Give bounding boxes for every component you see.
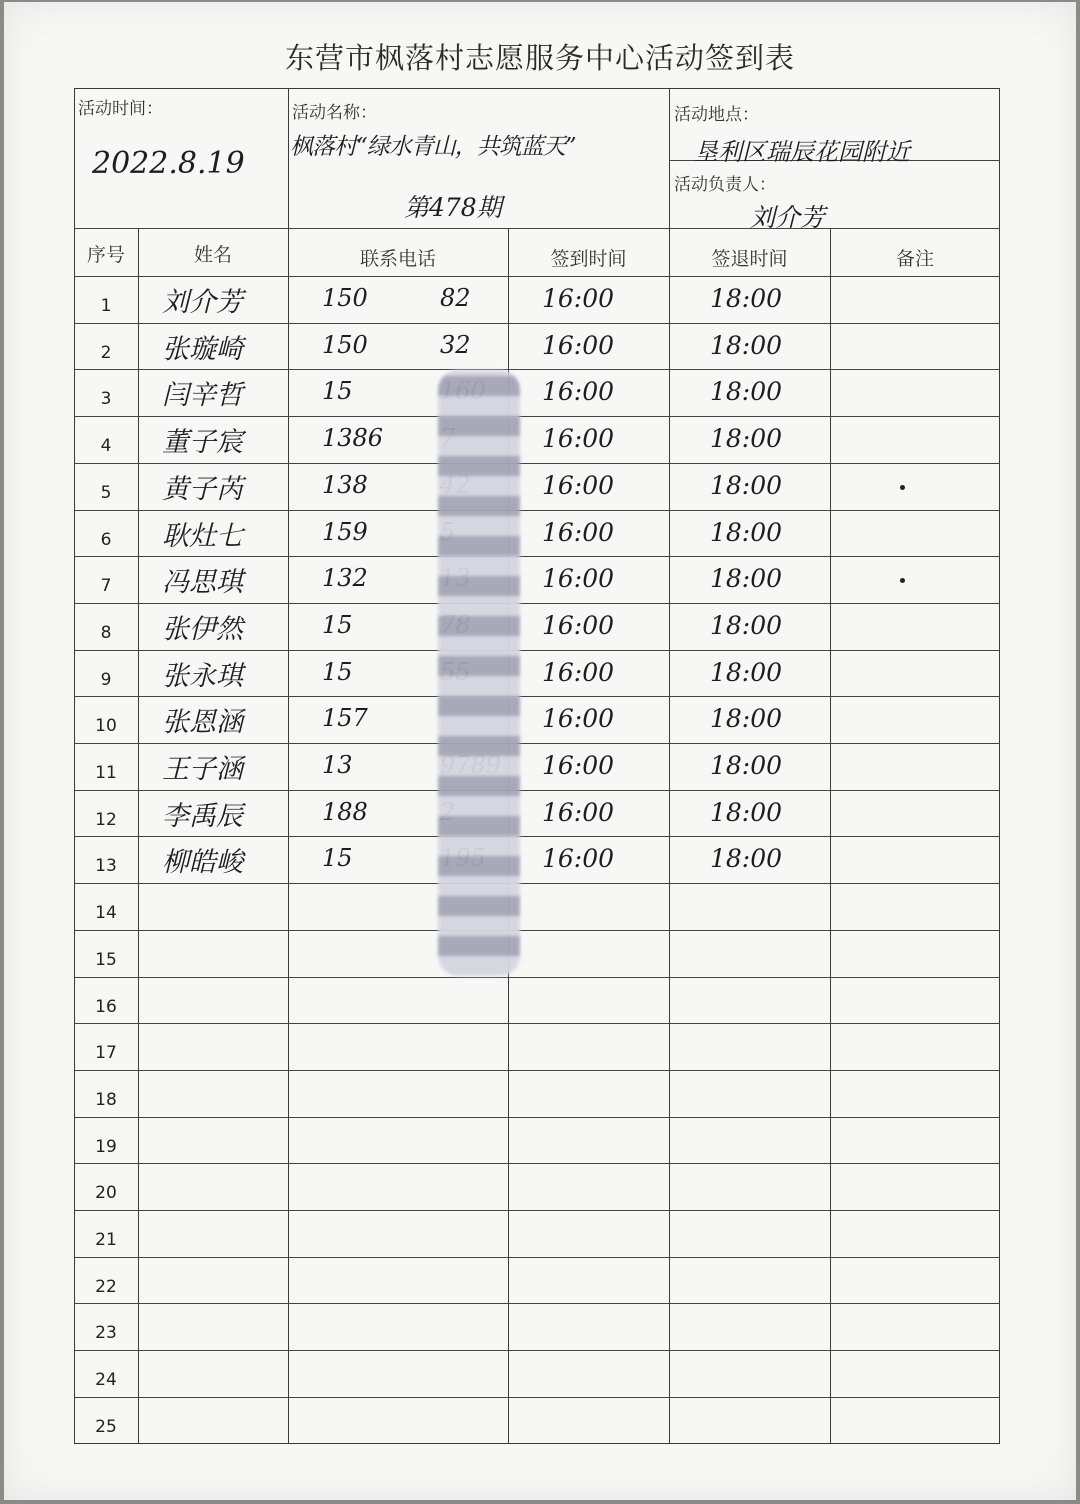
row-checkin-time: 16:00	[542, 517, 615, 547]
row-name: 冯思琪	[162, 567, 243, 599]
row-line	[74, 977, 1000, 978]
row-number: 13	[95, 856, 117, 877]
place-label: 活动地点：	[674, 105, 759, 125]
col-header-checkin: 签到时间	[550, 248, 627, 270]
row-number: 4	[100, 436, 112, 457]
row-line	[74, 650, 1000, 651]
row-phone-start: 188	[322, 797, 368, 826]
row-name: 张璇崎	[162, 333, 243, 365]
row-checkin-time: 16:00	[542, 751, 615, 780]
paper-sheet	[4, 2, 1076, 1500]
row-phone-start: 132	[322, 564, 368, 593]
row-checkout-time: 18:00	[710, 284, 783, 313]
row-name: 李禹辰	[162, 800, 243, 832]
row-line	[74, 323, 1000, 324]
row-checkout-time: 18:00	[710, 844, 783, 874]
page-title: 东营市枫落村志愿服务中心活动签到表	[284, 41, 795, 75]
row-phone-start: 1386	[322, 424, 384, 453]
row-checkin-time: 16:00	[542, 330, 615, 360]
col-header-name: 姓名	[193, 244, 232, 266]
row-name: 董子宸	[162, 427, 243, 459]
row-name: 柳皓峻	[162, 847, 243, 879]
row-line	[74, 930, 1000, 931]
row-line	[74, 883, 1000, 884]
row-number: 8	[100, 622, 112, 643]
row-checkout-time: 18:00	[710, 564, 783, 594]
col-header-phone: 联系电话	[359, 248, 436, 270]
row-phone-end: 32	[440, 330, 471, 359]
row-line	[74, 1210, 1000, 1211]
row-line	[74, 790, 1000, 791]
row-name: 闫辛哲	[162, 380, 243, 412]
row-name: 张恩涵	[162, 707, 243, 739]
row-line	[74, 1350, 1000, 1351]
row-number: 12	[95, 809, 117, 830]
row-name: 张伊然	[162, 613, 243, 645]
row-number: 15	[95, 949, 117, 970]
row-checkout-time: 18:00	[710, 470, 783, 500]
header-top-line	[74, 228, 1000, 229]
row-number: 23	[95, 1323, 117, 1344]
info-divider	[288, 88, 289, 228]
row-number: 6	[100, 529, 112, 550]
row-checkin-time: 16:00	[542, 424, 615, 454]
row-number: 10	[95, 716, 117, 737]
time-label: 活动时间：	[78, 99, 163, 119]
row-number: 24	[95, 1370, 117, 1391]
row-phone-start: 138	[322, 470, 368, 499]
col-header-note: 备注	[895, 248, 934, 270]
row-line	[74, 603, 1000, 604]
row-number: 20	[95, 1183, 117, 1204]
row-number: 3	[100, 389, 112, 410]
row-line	[74, 1023, 1000, 1024]
row-checkin-time: 16:00	[542, 377, 615, 407]
row-phone-start: 150	[322, 284, 368, 312]
row-checkin-time: 16:00	[542, 704, 615, 734]
row-line	[74, 1163, 1000, 1164]
row-checkin-time: 16:00	[542, 470, 615, 500]
row-line	[74, 510, 1000, 511]
row-line	[74, 1257, 1000, 1258]
leader-label: 活动负责人：	[674, 175, 776, 195]
place-value: 垦利区瑞辰花园附近	[694, 138, 910, 166]
row-line	[74, 556, 1000, 557]
row-phone-start: 157	[322, 704, 368, 733]
row-line	[74, 276, 1000, 277]
row-checkout-time: 18:00	[710, 330, 783, 360]
row-number: 14	[95, 903, 117, 924]
row-line	[74, 836, 1000, 837]
row-number: 22	[95, 1276, 117, 1297]
row-checkin-time: 16:00	[542, 564, 615, 594]
col-header-no: 序号	[86, 244, 125, 266]
col-header-checkout: 签退时间	[711, 248, 788, 270]
row-number: 19	[95, 1136, 117, 1157]
row-checkout-time: 18:00	[710, 797, 783, 827]
row-phone-start: 150	[322, 330, 368, 359]
row-phone-start: 15	[322, 377, 353, 406]
activity-name-value: 枫落村“绿水青山，共筑蓝天”	[290, 134, 576, 160]
row-number: 18	[95, 1089, 117, 1110]
row-line	[74, 1070, 1000, 1071]
time-value: 2022.8.19	[92, 146, 245, 181]
row-checkin-time: 16:00	[542, 657, 615, 687]
row-line	[74, 1117, 1000, 1118]
row-line	[74, 369, 1000, 370]
activity-name-label: 活动名称：	[292, 103, 377, 123]
row-line	[74, 1397, 1000, 1398]
row-number: 11	[95, 763, 117, 783]
row-phone-start: 15	[322, 610, 353, 639]
info-divider	[669, 88, 670, 228]
row-phone-end: 82	[440, 284, 471, 312]
row-checkout-time: 18:00	[710, 517, 783, 547]
row-line	[74, 463, 1000, 464]
row-checkin-time: 16:00	[542, 797, 615, 827]
row-line	[74, 1303, 1000, 1304]
row-phone-start: 15	[322, 844, 353, 873]
row-number: 2	[100, 342, 112, 363]
activity-issue-value: 第478期	[404, 193, 502, 222]
phone-redaction-mosaic	[438, 370, 520, 976]
row-checkin-time: 16:00	[542, 610, 615, 640]
row-name: 耿灶七	[162, 520, 243, 552]
row-number: 7	[100, 576, 112, 597]
row-checkout-time: 18:00	[710, 751, 783, 780]
row-note-mark	[900, 485, 905, 490]
row-checkin-time: 16:00	[542, 284, 615, 313]
row-number: 5	[100, 482, 112, 503]
row-name: 张永琪	[162, 660, 243, 692]
row-phone-start: 13	[322, 751, 353, 779]
row-line	[74, 416, 1000, 417]
row-checkout-time: 18:00	[710, 657, 783, 687]
row-number: 17	[95, 1043, 117, 1064]
row-phone-start: 159	[322, 517, 368, 546]
row-number: 16	[95, 996, 117, 1017]
row-line	[74, 743, 1000, 744]
leader-value: 刘介芳	[750, 203, 826, 232]
signin-form	[74, 88, 1000, 1444]
row-phone-start: 15	[322, 657, 353, 686]
row-checkin-time: 16:00	[542, 844, 615, 874]
row-number: 1	[100, 296, 112, 316]
row-checkout-time: 18:00	[710, 704, 783, 734]
row-number: 25	[95, 1416, 117, 1437]
row-line	[74, 696, 1000, 697]
row-name: 刘介芳	[162, 287, 243, 318]
row-name: 黄子芮	[162, 473, 243, 505]
row-checkout-time: 18:00	[710, 377, 783, 407]
row-checkout-time: 18:00	[710, 424, 783, 454]
row-number: 9	[100, 669, 112, 690]
row-number: 21	[95, 1230, 117, 1250]
row-name: 王子涵	[162, 754, 243, 785]
row-checkout-time: 18:00	[710, 610, 783, 640]
